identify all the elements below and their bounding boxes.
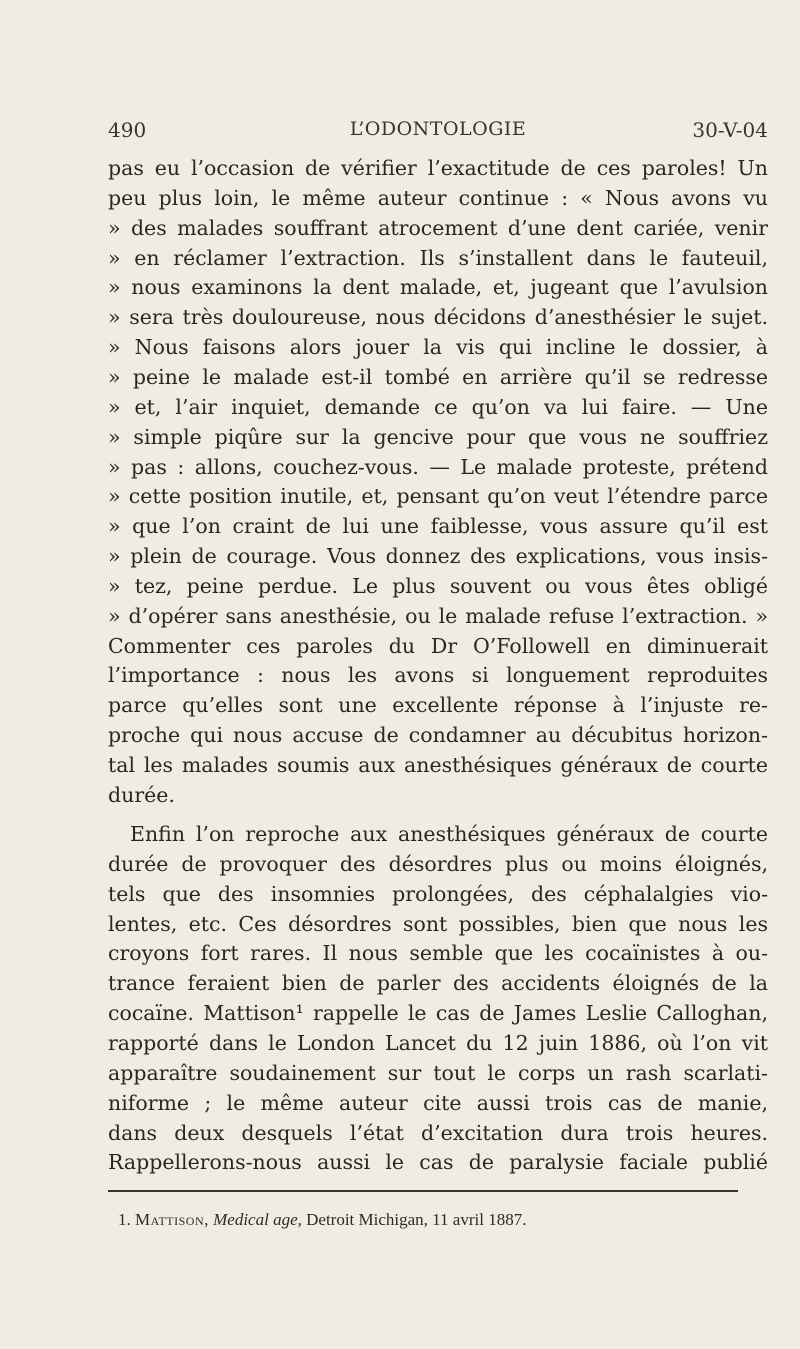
text-line: » Nous faisons alors jouer la vis qui incline le dossier, à (108, 335, 768, 360)
footnote (118, 1210, 526, 1230)
text-line: » d’opérer sans anesthésie, ou le malade refuse l’extraction. » (108, 603, 768, 628)
footnote-author: Mattison, (135, 1210, 209, 1229)
text-line: Commenter ces paroles du Dr O’Followell en diminuerait (108, 633, 768, 658)
text-line: niforme ; le même auteur cite aussi trois cas de manie, (108, 1090, 768, 1115)
text-line: l’importance : nous les avons si longuement reproduites (108, 663, 768, 688)
footnote-rule (108, 1190, 738, 1192)
page-number: 490 (108, 118, 147, 142)
page-header (108, 118, 768, 148)
text-line: » des malades souffrant atrocement d’une dent cariée, venir (108, 215, 768, 240)
text-line: » cette position inutile, et, pensant qu’on veut l’étendre parce (108, 484, 768, 509)
footnote-marker: 1. (118, 1210, 131, 1229)
text-line: » plein de courage. Vous donnez des explications, vous insis- (108, 544, 768, 569)
text-line: » en réclamer l’extraction. Ils s’installent dans le fauteuil, (108, 245, 768, 270)
text-line: durée de provoquer des désordres plus ou moins éloignés, (108, 851, 768, 876)
text-line: » et, l’air inquiet, demande ce qu’on va lui faire. — Une (108, 394, 768, 419)
text-line: trance feraient bien de parler des accidents éloignés de la (108, 971, 768, 996)
text-line: » peine le malade est-il tombé en arrière qu’il se redresse (108, 364, 768, 389)
text-line: cocaïne. Mattison¹ rappelle le cas de James Leslie Calloghan, (108, 1001, 768, 1026)
issue-date: 30-V-04 (692, 118, 768, 142)
text-line: tels que des insomnies prolongées, des céphalalgies vio- (108, 881, 768, 906)
footnote-rest: Detroit Michigan, 11 avril 1887. (306, 1210, 527, 1229)
running-title: L’ODONTOLOGIE (349, 118, 527, 140)
text-line: durée. (108, 782, 175, 807)
text-line: tal les malades soumis aux anesthésiques généraux de courte (108, 753, 768, 777)
text-line: pas eu l’occasion de vérifier l’exactitude de ces paroles! Un (108, 156, 768, 180)
footnote-journal: Medical age, (213, 1210, 302, 1229)
text-line: » que l’on craint de lui une faiblesse, vous assure qu’il est (108, 514, 768, 539)
text-line: peu plus loin, le même auteur continue : « Nous avons vu (108, 185, 768, 210)
text-line: » pas : allons, couchez-vous. — Le malade proteste, prétend (108, 454, 768, 479)
text-line: lentes, etc. Ces désordres sont possibles, bien que nous les (108, 911, 768, 936)
text-line: apparaître soudainement sur tout le corps un rash scarlati- (108, 1060, 768, 1085)
text-line: parce qu’elles sont une excellente réponse à l’injuste re- (108, 693, 768, 718)
text-line: proche qui nous accuse de condamner au décubitus horizon- (108, 723, 768, 748)
text-line: » simple piqûre sur la gencive pour que vous ne souffriez (108, 424, 768, 449)
text-line: croyons fort rares. Il nous semble que les cocaïnistes à ou- (108, 941, 768, 966)
text-line: Rappellerons-nous aussi le cas de paralysie faciale publié (108, 1150, 768, 1175)
text-line: Enfin l’on reproche aux anesthésiques généraux de courte (130, 822, 768, 846)
text-line: rapporté dans le London Lancet du 12 juin 1886, où l’on vit (108, 1030, 768, 1055)
text-line: » tez, peine perdue. Le plus souvent ou vous êtes obligé (108, 573, 768, 598)
text-line: dans deux desquels l’état d’excitation dura trois heures. (108, 1120, 768, 1145)
text-line: » sera très douloureuse, nous décidons d’anesthésier le sujet. (108, 305, 768, 330)
text-line: » nous examinons la dent malade, et, jugeant que l’avulsion (108, 275, 768, 300)
